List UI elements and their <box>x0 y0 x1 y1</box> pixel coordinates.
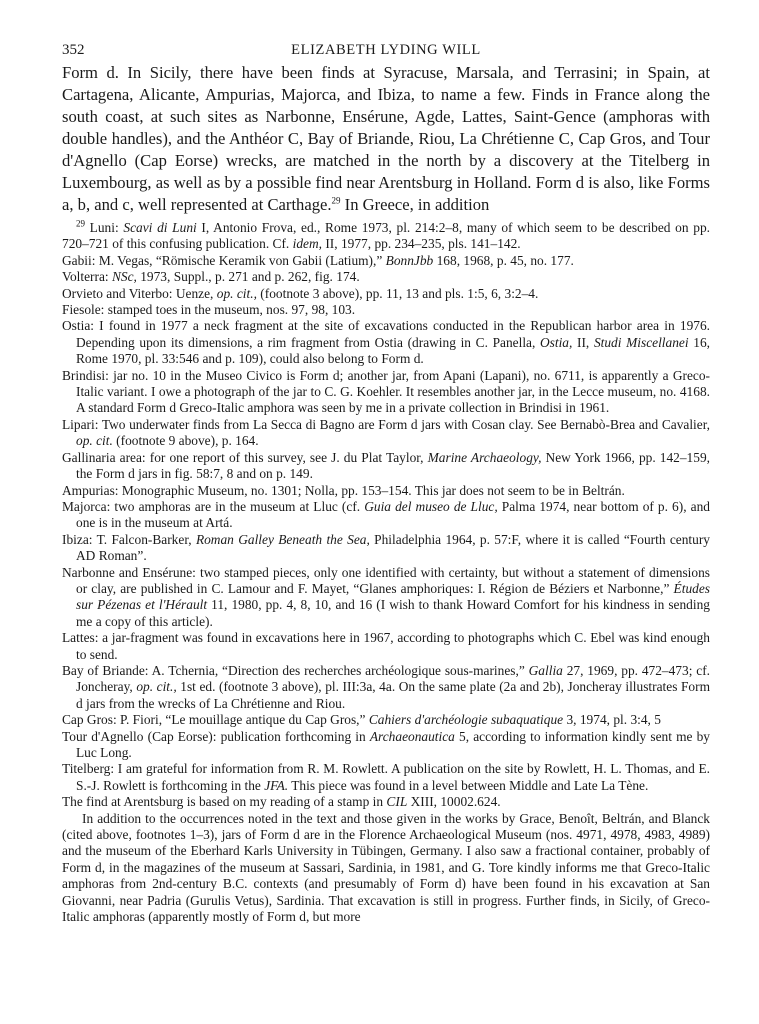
footnote-arentsburg: The find at Arentsburg is based on my reading of a stamp in CIL XIII, 10002.624. <box>62 794 501 810</box>
footnote-volterra: Volterra: NSc, 1973, Suppl., p. 271 and p. 262, fig. 174. <box>62 269 360 285</box>
footnote-gabii: Gabii: M. Vegas, “Römische Keramik von Gabii (Latium),” BonnJbb 168, 1968, p. 45, no. 177. <box>62 252 574 268</box>
page-number: 352 <box>62 42 85 58</box>
footnote-fiesole: Fiesole: stamped toes in the museum, nos. 97, 98, 103. <box>62 302 356 318</box>
footnote-luni: $^{29}$ Luni: Scavi di Luni I, Antonio Frova, ed., Rome 1973, pl. 214:2–8, many of which seem to be described on pp. 720–721 of this confusing publication. Cf. idem, II, 1977, pp. 234–235, pls. 141–142. <box>62 218 710 252</box>
footnote-reference: 29 <box>331 195 341 206</box>
footnote-number: 29 <box>76 218 85 229</box>
body-paragraph <box>62 62 710 216</box>
footnote-ostia: Ostia: I found in 1977 a neck fragment at the site of excavations conducted in the Republican harbor area in 1976. Depending upon its dimensions, a rim fragment from Ostia (drawing in C. Panella, Ostia, II, Studi Miscellanei 16, Rome 1970, pl. 33:546 and p. 109), could also belong to Form d. <box>62 318 710 367</box>
body-text-main: Form d. In Sicily, there have been finds at Syracuse, Marsala, and Terrasini; in Spain, at Cartagena, Alicante, Ampurias, Majorca, and Ibiza, to name a few. Finds in France along the south coast, at such sites as Narbonne, Ensérune, Agde, Lattes, Saint-Gence (amphoras with double handles), and the Anthéor C, Bay of Briande, Riou, La Chrétienne C, Cap Gros, and Tour d'Agnello (Cap Eorse) wrecks, are matched in the north by a discovery at the Titelberg in Luxembourg, as well as by a possible find near Arentsburg in Holland. Form d is also, like Forms a, b, and c, well represented at Carthage. <box>62 63 710 214</box>
footnote-titelberg: Titelberg: I am grateful for information from R. M. Rowlett. A publication on the site by Rowlett, H. L. Thomas, and E. S.-J. Rowlett is forthcoming in the JFA. This piece was found in a level between Middle and Late La Tène. <box>62 761 710 793</box>
footnote-briande: Bay of Briande: A. Tchernia, “Direction des recherches archéologique sous-marines,” Gallia 27, 1969, pp. 472–473; cf. Joncheray, op. cit., 1st ed. (footnote 3 above), pl. III:3a, 4a. On the same plate (2a and 2b), Joncheray illustrates Form d jars from the wrecks of La Chrétienne and Riou. <box>62 662 711 711</box>
footnote-orvieto: Orvieto and Viterbo: Uenze, op. cit., (footnote 3 above), pp. 11, 13 and pls. 1:5, 6, 3:2–4. <box>62 285 539 301</box>
footnote-paragraph: In addition to the occurrences noted in the text and those given in the works by Grace, Benoît, Beltrán, and Blanck (cited above, footnotes 1–3), jars of Form d are in the Florence Archaeological Museum (nos. 4971, 4978, 4983, 4989) and the museum of the Eberhard Karls University in Tübingen, Germany. I also saw a fractional container, probably of Form d, in the magazines of the museum at Sassari, Sardinia, in 1981, and G. Tore kindly informs me that Greco-Italic amphoras from 2nd-century B.C. contexts (and presumably of Form d) have been found in his excavation at San Giovanni, near Padria (Gurulis Vetus), Sardinia. That excavation is still in progress. Further finds, in Sicily, of Greco-Italic amphoras (apparently mostly of Form d, but more <box>62 810 710 925</box>
footnotes <box>62 220 710 925</box>
footnote-lipari: Lipari: Two underwater finds from La Secca di Bagno are Form d jars with Cosan clay. See Bernabò-Brea and Cavalier, op. cit. (footnote 9 above), p. 164. <box>62 416 710 449</box>
footnote-brindisi: Brindisi: jar no. 10 in the Museo Civico is Form d; another jar, from Apani (Lapani), no. 6711, is apparently a Greco-Italic variant. I owe a photograph of the jar to C. G. Koehler. It resembles another jar, in the Lecce museum, no. 4168. A standard Form d Greco-Italic amphora was seen by me in a private collection in Brindisi in 1961. <box>62 367 710 416</box>
page <box>62 38 710 925</box>
footnote-ampurias: Ampurias: Monographic Museum, no. 1301; Nolla, pp. 153–154. This jar does not seem to be in Beltrán. <box>62 482 625 498</box>
footnote-majorca: Majorca: two amphoras are in the museum at Lluc (cf. Guia del museo de Lluc, Palma 1974, near bottom of p. 6), and one is in the museum at Artá. <box>62 498 710 531</box>
footnote-gallinaria: Gallinaria area: for one report of this survey, see J. du Plat Taylor, Marine Archaeology, New York 1966, pp. 142–159, the Form d jars in fig. 58:7, 8 and on p. 149. <box>62 449 710 482</box>
footnote-lattes: Lattes: a jar-fragment was found in excavations here in 1967, according to photographs which C. Ebel was kind enough to send. <box>62 630 710 662</box>
footnote-tour-dagnello: Tour d'Agnello (Cap Eorse): publication forthcoming in Archaeonautica 5, according to information kindly sent me by Luc Long. <box>62 728 710 760</box>
body-text-continued: In Greece, in addition <box>340 195 490 214</box>
footnote-capgros: Cap Gros: P. Fiori, “Le mouillage antique du Cap Gros,” Cahiers d'archéologie subaquatique 3, 1974, pl. 3:4, 5 <box>62 712 661 728</box>
footnote-ibiza: Ibiza: T. Falcon-Barker, Roman Galley Beneath the Sea, Philadelphia 1964, p. 57:F, where it is called “Fourth century AD Roman”. <box>62 531 710 564</box>
page-header <box>62 38 710 62</box>
footnote-narbonne: Narbonne and Ensérune: two stamped pieces, only one identified with certainty, but without a statement of dimensions or clay, are published in C. Lamour and F. Mayet, “Glanes amphoriques: I. Région de Béziers et Narbonne,” Études sur Pézenas et l'Hérault 11, 1980, pp. 4, 8, 10, and 16 (I wish to thank Howard Comfort for his kindness in sending me a copy of this article). <box>62 564 710 629</box>
running-head: ELIZABETH LYDING WILL <box>291 42 481 58</box>
